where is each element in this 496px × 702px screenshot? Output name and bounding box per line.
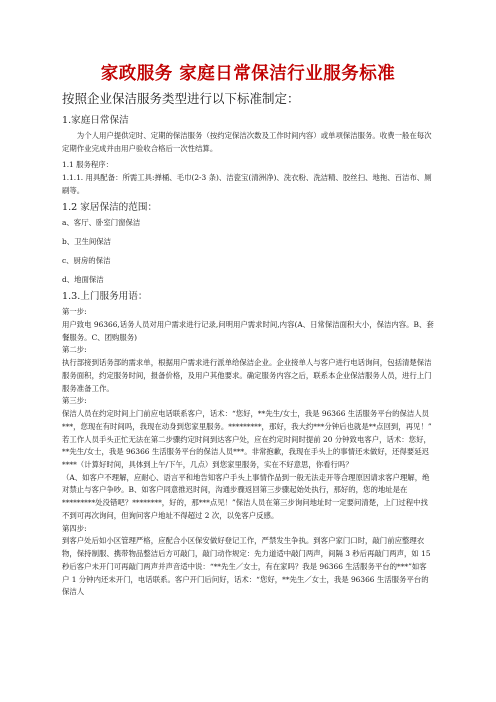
step-text: 保洁人员在约定时间上门前应电话联系客户，话术：“您好，**先生/女士，我是 96366 生活服务平台的保洁人员***，您现在有时间吗，我现在动身到您家里服务。*********，那好，我大约***分钟后也就是**点回到，再见！” <box>62 409 432 431</box>
document-title: 家政服务 家庭日常保洁行业服务标准 <box>100 64 396 84</box>
section-paragraph: 为个人用户提供定时、定期的保洁服务（按约定保洁次数及工作时间内容）或单项保洁服务。收费一般在每次定期作业完成并由用户验收合格后一次性结算。 <box>62 130 432 153</box>
step-label: 第三步: <box>62 396 87 406</box>
document-subtitle: 按照企业保洁服务类型进行以下标准制定： <box>62 91 300 106</box>
step-text: 到客户处后如小区管理严格，应配合小区保安做好登记工作，严禁发生争执。到客户家门口时，敲门前应整理衣物，保持制服、携带物品整洁后方可敲门，敲门动作规定：先力道适中敲门两声，间隔 3 秒后再敲门两声，如 15 秒后客户未开门可再敲门两声并声音适中说：“**先生／女士，有在家吗？我是 96366 生活服务平台的***”如客户 1 分钟内还未开门，电话联系。客户开门后问好，话术：“您好，**先生／女士，我是 96366 生活服务平台的保洁人 <box>62 536 431 597</box>
step-label: 第四步: <box>62 523 87 533</box>
document-page <box>62 60 434 599</box>
procedure-heading: 1.1 服务程序： <box>62 160 114 170</box>
scope-item: a、客厅、卧室门窗保洁 <box>62 218 141 228</box>
scope-item: b、卫生间保洁 <box>62 237 112 247</box>
procedure-item: 1.1.1. 用具配备：所需工具:掸桶、毛巾(2-3 条)、洁瓷宝(清洲净)、洗衣粉、洗洁精、胶丝扫、地拖、百洁布、厕刷等。 <box>62 172 432 195</box>
step-text: （A、如客户不理解，应耐心、语言平和地告知客户手头上事情作品到一般无法走开等合理原因请求客户理解，绝对禁止与客户争吵。B、如客户同意推迟时间，沟通步骤返回第三步骤起始处执行，那好的，您的地址是在*********处没错吧？********，好的，那***点见！”保洁人员在第三步询问地址时一定要问清楚，上门过程中找不到可再次询问，但询问客户地址不得超过 2 次，以免客户反感。 <box>62 472 430 520</box>
step-text: 执行部接到话务部的需求单，根据用户需求进行派单给保洁企业。企业接单人与客户进行电话询问，包括清楚保洁服务面积，约定服务时间，报备价格，及用户其他要求。确定服务内容之后，联系本企业保洁服务人员，进行上门服务准备工作。 <box>62 358 432 393</box>
scope-item: d、地面保洁 <box>62 274 104 284</box>
step-label: 第一步: <box>62 307 87 317</box>
step-text: 若工作人员手头正忙无法在第二步骤约定时间到达客户处，应在约定时间时提前 20 分钟致电客户，话术：您好，**先生/女士，我是 96366 生活服务平台的保洁人员***。非常抱歉，我现在手头上的事情还未做好，还得要延迟****（计算好时间，具体到上午/下午，几点）到您家里服务，实在不好意思，你看行吗？ <box>62 434 431 470</box>
step-label: 第二步: <box>62 345 87 355</box>
step-text: 用户致电 96366,话务人员对用户需求进行记录,问明用户需求时间,内容(A、日常保洁面积大小，保洁内容。B、套餐服务。C、团购服务) <box>62 319 434 342</box>
scope-item: c、厨房的保洁 <box>62 255 111 265</box>
section-heading-service-phrases: 1.3.上门服务用语： <box>62 291 148 303</box>
section-heading-scope: 1.2 家居保洁的范围： <box>62 202 158 214</box>
section-heading-daily-cleaning: 1.家庭日常保洁 <box>62 114 129 126</box>
